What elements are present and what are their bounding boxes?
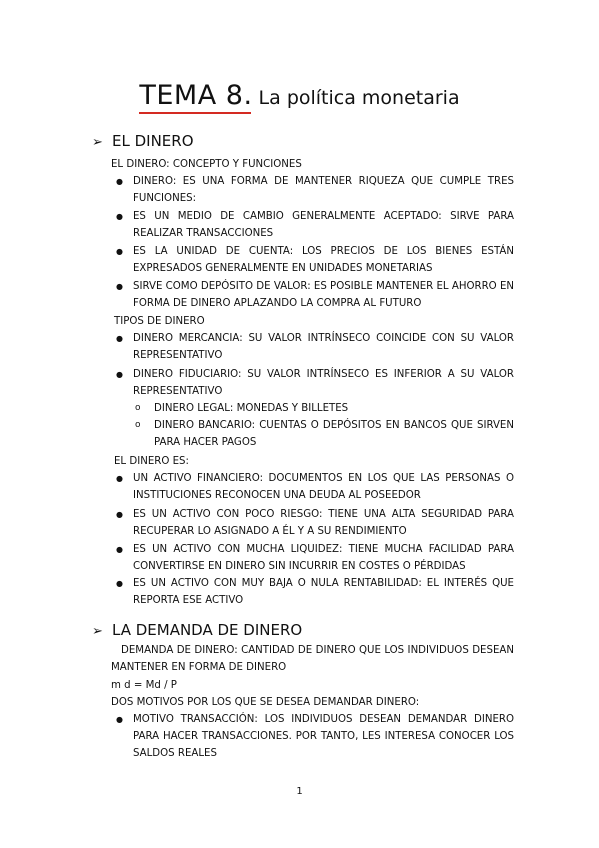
circle-bullet-icon: o	[135, 403, 141, 413]
list-item: SIRVE COMO DEPÓSITO DE VALOR: ES POSIBLE MANTENER EL AHORRO EN FORMA DE DINERO APLAZANDO LA COMPRA AL FUTURO	[133, 281, 514, 309]
section-heading-dinero: ➢ EL DINERO	[92, 132, 194, 150]
arrow-right-icon: ➢	[92, 624, 103, 639]
list-item: ES UN ACTIVO CON MUY BAJA O NULA RENTABILIDAD: EL INTERÉS QUE REPORTA ESE ACTIVO	[133, 578, 514, 606]
list-item: ES UN MEDIO DE CAMBIO GENERALMENTE ACEPTADO: SIRVE PARA REALIZAR TRANSACCIONES	[133, 211, 514, 239]
bullet-dot-icon: ●	[116, 715, 123, 724]
list-item: DINERO: ES UNA FORMA DE MANTENER RIQUEZA QUE CUMPLE TRES FUNCIONES:	[133, 176, 514, 204]
list-item: DINERO MERCANCIA: SU VALOR INTRÍNSECO COINCIDE CON SU VALOR REPRESENTATIVO	[133, 333, 514, 361]
list-item: DINERO FIDUCIARIO: SU VALOR INTRÍNSECO ES INFERIOR A SU VALOR REPRESENTATIVO	[133, 369, 514, 397]
demanda-formula: m d = Md / P	[111, 680, 177, 691]
bullet-dot-icon: ●	[116, 370, 123, 379]
section-heading-demanda: ➢ LA DEMANDA DE DINERO	[92, 621, 303, 639]
bullet-dot-icon: ●	[116, 474, 123, 483]
tipos-label: TIPOS DE DINERO	[114, 316, 205, 327]
title-subject: La política monetaria	[258, 87, 460, 109]
bullet-dot-icon: ●	[116, 247, 123, 256]
circle-bullet-icon: o	[135, 420, 141, 430]
bullet-dot-icon: ●	[116, 212, 123, 221]
bullet-dot-icon: ●	[116, 579, 123, 588]
list-item: MOTIVO TRANSACCIÓN: LOS INDIVIDUOS DESEAN DEMANDAR DINERO PARA HACER TRANSACCIONES. POR TANTO, LES INTERESA CONOCER LOS SALDOS REALES	[133, 714, 514, 759]
title-tema: TEMA 8.	[139, 80, 252, 111]
title-underline	[139, 112, 250, 114]
page-number: 1	[296, 786, 303, 797]
list-item: ES LA UNIDAD DE CUENTA: LOS PRECIOS DE LOS BIENES ESTÁN EXPRESADOS GENERALMENTE EN UNIDADES MONETARIAS	[133, 246, 514, 274]
sub-list-item: DINERO BANCARIO: CUENTAS O DEPÓSITOS EN BANCOS QUE SIRVEN PARA HACER PAGOS	[154, 420, 514, 448]
list-item: ES UN ACTIVO CON POCO RIESGO: TIENE UNA ALTA SEGURIDAD PARA RECUPERAR LO ASIGNADO A ÉL Y A SU RENDIMIENTO	[133, 509, 514, 537]
page-title	[0, 80, 599, 111]
concepto-label: EL DINERO: CONCEPTO Y FUNCIONES	[111, 159, 302, 170]
motivos-label: DOS MOTIVOS POR LOS QUE SE DESEA DEMANDAR DINERO:	[111, 697, 420, 708]
sub-list-item: DINERO LEGAL: MONEDAS Y BILLETES	[154, 403, 349, 414]
bullet-dot-icon: ●	[116, 510, 123, 519]
list-item: UN ACTIVO FINANCIERO: DOCUMENTOS EN LOS QUE LAS PERSONAS O INSTITUCIONES RECONOCEN UNA DEUDA AL POSEEDOR	[133, 473, 514, 501]
demanda-definition: DEMANDA DE DINERO: CANTIDAD DE DINERO QUE LOS INDIVIDUOS DESEAN MANTENER EN FORMA DE DINERO	[111, 645, 514, 673]
bullet-dot-icon: ●	[116, 334, 123, 343]
bullet-dot-icon: ●	[116, 177, 123, 186]
list-item: ES UN ACTIVO CON MUCHA LIQUIDEZ: TIENE MUCHA FACILIDAD PARA CONVERTIRSE EN DINERO SIN INCURRIR EN COSTES O PÉRDIDAS	[133, 544, 514, 572]
es-label: EL DINERO ES:	[114, 456, 189, 467]
arrow-right-icon: ➢	[92, 135, 103, 150]
bullet-dot-icon: ●	[116, 282, 123, 291]
bullet-dot-icon: ●	[116, 545, 123, 554]
